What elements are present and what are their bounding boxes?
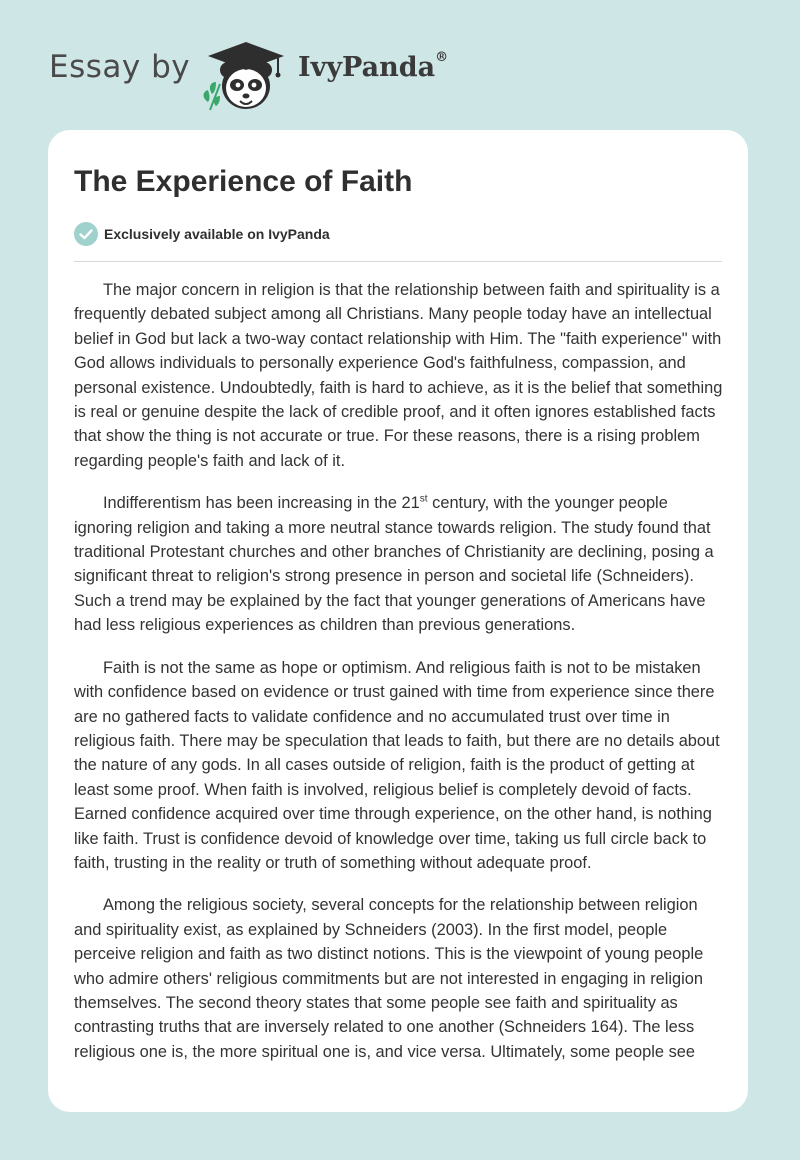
- brand-name[interactable]: [298, 52, 448, 83]
- divider: [74, 261, 722, 262]
- essay-card: [48, 130, 748, 1112]
- paragraph-3: Faith is not the same as hope or optimism. And religious faith is not to be mistaken with confidence based on evidence or trust gained with time from experience since there are no gathered facts to validate confidence and no accumulated trust over time in religious faith. There may be speculation that leads to faith, but there are no details about the nature of any gods. In all cases outside of religion, faith is the product of getting at least some proof. When faith is involved, religious belief is completely devoid of facts. Earned confidence acquired over time through experience, on the other hand, is nothing like faith. Trust is confidence devoid of knowledge over time, taking us full circle back to faith, trusting in the reality or truth of something without adequate proof.: [74, 658, 720, 872]
- registered-mark: ®: [435, 50, 449, 65]
- check-circle-icon: [74, 222, 98, 246]
- brand-text: IvyPanda: [298, 52, 436, 83]
- page-title: The Experience of Faith: [74, 165, 413, 198]
- essay-body: [74, 278, 726, 1082]
- paragraph-2: [74, 491, 726, 637]
- paragraph-2-rest: century, with the younger people ignoring religion and taking a more neutral stance towards religion. The study found that traditional Protestant churches and other branches of Christianity are declining, posing a significant threat to religion's strong presence in person and societal life (Schneiders). Such a trend may be explained by the fact that younger generations of Americans have had less religious experiences as children than previous generations.: [74, 494, 714, 635]
- exclusive-badge-label: Exclusively available on IvyPanda: [104, 226, 330, 242]
- essay-by-label: Essay by: [49, 49, 191, 85]
- exclusive-badge: [74, 222, 330, 246]
- site-header: [0, 0, 800, 130]
- paragraph-2-start: Indifferentism has been increasing in the 21: [103, 494, 420, 513]
- panda-graduation-icon[interactable]: [198, 36, 290, 112]
- paragraph-4: Among the religious society, several concepts for the relationship between religion and spirituality exist, as explained by Schneiders (2003). In the first model, people perceive religion and faith as two distinct notions. This is the viewpoint of young people who admire others' religious commitments but are not interested in engaging in religion themselves. The second theory states that some people see faith and spirituality as contrasting truths that are inversely related to one another (Schneiders 164). The less religious one is, the more spiritual one is, and vice versa. Ultimately, some people see: [74, 896, 704, 1061]
- paragraph-1: The major concern in religion is that the relationship between faith and spirituality is a frequently debated subject among all Christians. Many people today have an intellectual belief in God but lack a two-way contact relationship with Him. The "faith experience" with God allows individuals to personally experience God's faithfulness, compassion, and personal existence. Undoubtedly, faith is hard to achieve, as it is the belief that something is real or genuine despite the lack of credible proof, and it often ignores established facts that show the thing is not accurate or true. For these reasons, there is a rising problem regarding people's faith and lack of it.: [74, 281, 723, 470]
- ordinal-suffix: st: [419, 493, 428, 505]
